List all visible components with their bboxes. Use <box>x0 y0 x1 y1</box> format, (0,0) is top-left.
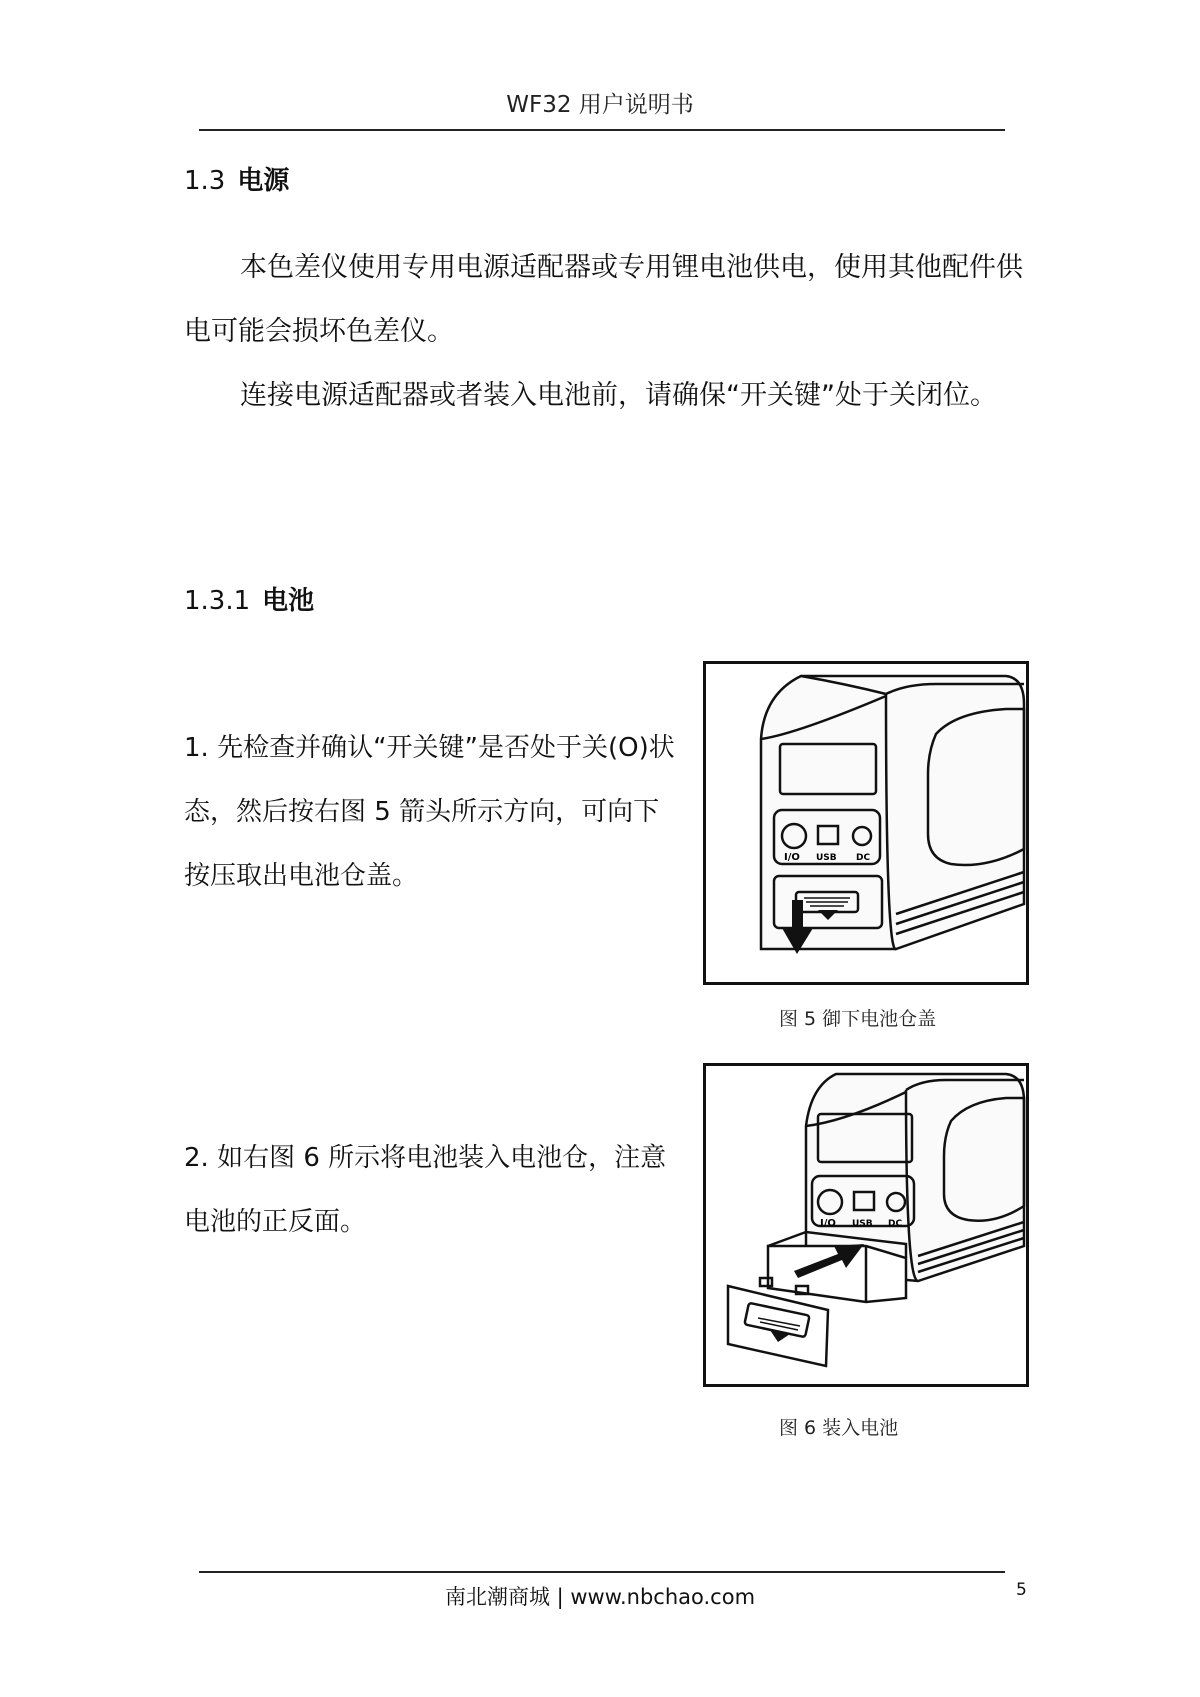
subsection-heading <box>184 580 314 617</box>
figure-6-insert-battery <box>703 1063 1029 1387</box>
subsection-title: 电池 <box>262 586 315 616</box>
step-1-text: 1. 先检查并确认“开关键”是否处于关(O)状态，然后按右图 5 箭头所示方向，可向下按压取出电池仓盖。 <box>184 733 675 891</box>
device-battery-illustration <box>706 1066 1026 1384</box>
figure-5-caption: 图 5 御下电池仓盖 <box>779 1008 937 1030</box>
paragraph-2: 连接电源适配器或者装入电池前，请确保“开关键”处于关闭位。 <box>240 380 997 411</box>
port-label-dc: DC <box>856 853 871 863</box>
page-number: 5 <box>1016 1580 1027 1600</box>
section-title: 电源 <box>237 166 290 196</box>
port-label-io: I/O <box>820 1218 836 1229</box>
footer-site-link[interactable]: 南北潮商城 | www.nbchao.com <box>444 1585 756 1609</box>
port-label-dc: DC <box>888 1219 903 1229</box>
port-label-usb: USB <box>852 1219 873 1229</box>
step-2-text: 2. 如右图 6 所示将电池装入电池仓，注意电池的正反面。 <box>184 1143 667 1237</box>
device-cover-illustration <box>706 664 1026 982</box>
arrow-down-icon <box>792 900 803 930</box>
port-label-usb: USB <box>816 853 837 863</box>
section-heading <box>184 160 289 197</box>
figure-5-remove-cover <box>703 661 1029 985</box>
figure-6-caption: 图 6 装入电池 <box>779 1417 899 1439</box>
paragraph-1: 本色差仪使用专用电源适配器或专用锂电池供电，使用其他配件供电可能会损坏色差仪。 <box>184 252 1023 347</box>
footer-divider <box>199 1571 1005 1573</box>
port-label-io: I/O <box>784 852 800 863</box>
section-number: 1.3 <box>184 166 226 196</box>
header-divider <box>199 129 1005 131</box>
subsection-number: 1.3.1 <box>184 586 251 616</box>
page-header-title: WF32 用户说明书 <box>506 92 694 118</box>
